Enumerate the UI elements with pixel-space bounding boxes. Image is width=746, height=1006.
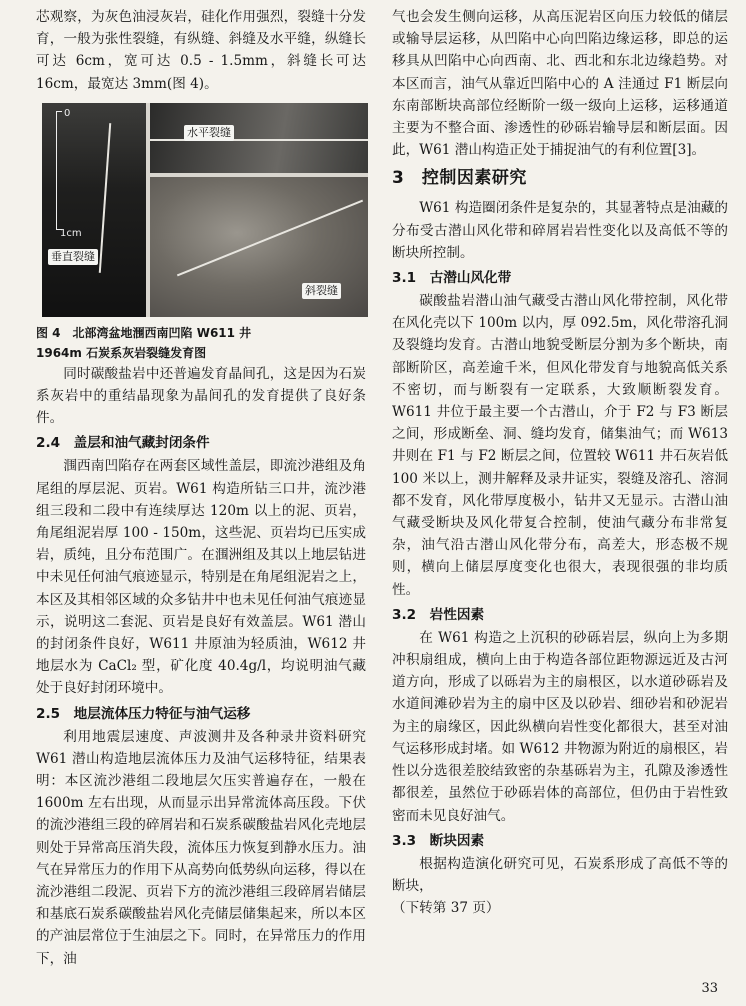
section-heading-3-1: 3.1 古潜山风化带 xyxy=(392,270,512,287)
label-horizontal-crack: 水平裂缝 xyxy=(184,125,234,141)
page-number: 33 xyxy=(701,981,718,996)
label-vertical-crack: 垂直裂缝 xyxy=(48,249,98,265)
section-heading-3-3: 3.3 断块因素 xyxy=(392,832,485,849)
figure-caption-line1: 图 4 北部湾盆地涠西南凹陷 W611 井 xyxy=(36,325,252,340)
core-photo-horizontal xyxy=(150,103,368,173)
figure-4-photo xyxy=(42,103,368,317)
paragraph-3-2: 在 W61 构造之上沉积的砂砾岩层，纵向上为多期冲积扇组成，横向上由于构造各部位距物源远近及古河道方向，形成了以砾岩为主的扇根区，以水道砂砾岩及水道间滩砂岩为主的扇中区及以砂岩、细砂岩和砂泥岩为主的扇缘区，因此纵横向岩性变化都很大，甚至对油气运移形成封堵。如 W612 井物源为附近的扇根区，岩性以分选很差胶结致密的杂基砾岩为主，孔隙及渗透性都很差，虽然位于砂砾岩体的高部位，但仍由于岩性致密而未见良好油气。 xyxy=(392,629,728,824)
core-photo-vertical xyxy=(42,103,146,317)
paragraph-continued: 气也会发生侧向运移，从高压泥岩区向压力较低的储层或输导层运移，从凹陷中心向凹陷边缘运移，即总的运移具从凹陷中心向西南、北、西北和东北边缘趋势。对本区而言，油气从靠近凹陷中心的 A 洼通过 F1 断层向东南部断块高部位经断阶一级一级向上运移，运移通道主要为不整合面、渗透性的砂砾岩输导层和断层面。因此，W61 潜山构造正处于捕捉油气的有利位置[3]。 xyxy=(392,9,728,159)
scale-bar xyxy=(56,111,57,229)
paragraph-intercrystal: 同时碳酸盐岩中还普遍发育晶间孔，这是因为石炭系灰岩中的重结晶现象为晶间孔的发育提供了良好条件。 xyxy=(36,365,366,427)
paragraph-2-5: 利用地震层速度、声波测井及各种录井资料研究 W61 潜山构造地层流体压力及油气运移特征，结果表明：本区流沙港组二段地层欠压实普遍存在，一般在 1600m 左右出现，从而显示出异常流体高压段。下伏的流沙港组三段的碎屑岩和石炭系碳酸盐岩风化壳地层则处于异常高压消失段，流体压力恢复到静水压力。油气在异常压力的作用下从高势向低势纵向运移，得以在流沙港组二段泥、页岩下方的流沙港组三段碎屑岩储层和基底石炭系碳酸盐岩风化壳储层储集起来，所以本区的产油层常位于生油层之下。同时，在异常压力的作用下，油 xyxy=(36,728,366,967)
paragraph-3: W61 构造圈闭条件是复杂的，其显著特点是油藏的分布受古潜山风化带和碎屑岩岩性变化以及高低不等的断块所控制。 xyxy=(392,200,728,261)
scale-bottom-label: 1cm xyxy=(60,227,82,239)
section-heading-3-2: 3.2 岩性因素 xyxy=(392,606,485,623)
section-heading-2-5: 2.5 地层流体压力特征与油气运移 xyxy=(36,705,251,722)
section-heading-2-4: 2.4 盖层和油气藏封闭条件 xyxy=(36,435,210,452)
core-photo-oblique xyxy=(150,177,368,317)
paragraph-3-1: 碳酸盐岩潜山油气藏受古潜山风化带控制，风化带在风化壳以下 100m 以内，厚 092.5m，风化带溶孔洞及裂缝均发育。古潜山地貌受断层分割为多个断块，南部断阶区，高差逾千米，但风化带发育与地貌高低关系不密切，而与断裂有一定联系，大致顺断裂发育。W611 井位于最主要一个古潜山，介于 F2 与 F3 断层之间，形成断垒、洞、缝均发育，储集油气；而 W613 井则在 F1 与 F2 断层之间，位置较 W611 井石灰岩低 100 米以上，测井解释及录井证实，裂缝及溶孔、溶洞都不发育，风化带厚度极小，钻井又无显示。古潜山油气藏受断块及风化带复合控制，使油气藏分布非常复杂，油气沿古潜山风化带分布，高差大，形态极不规则，横向上储层厚度变化也很大，表现很强的非均质性。 xyxy=(392,293,728,598)
scale-top-label: 0 xyxy=(64,107,71,119)
paragraph-2-4: 涠西南凹陷存在两套区域性盖层，即流沙港组及角尾组的厚层泥、页岩。W61 构造所钻三口井，流沙港组三段和二段中有连续厚达 120m 以上的泥、页岩，角尾组泥岩厚 100 - 150m，这些泥、页岩均已压实成岩，质纯，且分布范围广。在涠洲组及其以上地层钻进中未见任何油气痕迹显示，特别是在角尾组泥岩之上，本区及其相邻区域的众多钻井中也未见任何油气痕迹显示，说明这二套泥、页岩是良好有效盖层。W61 潜山的封闭条件良好，W611 井原油为轻质油，W612 井地层水为 CaCl₂ 型，矿化度 40.4g/l，均说明油气藏处于良好封闭环境中。 xyxy=(36,458,366,697)
label-oblique-crack: 斜裂缝 xyxy=(302,283,341,299)
right-column xyxy=(392,6,728,919)
continued-on-note: （下转第 37 页） xyxy=(392,900,500,917)
left-column xyxy=(36,6,366,970)
figure-caption-line2: 1964m 石炭系灰岩裂缝发育图 xyxy=(36,345,207,360)
paragraph-3-3: 根据构造演化研究可见，石炭系形成了高低不等的断块， xyxy=(392,855,728,894)
section-heading-3: 3 控制因素研究 xyxy=(392,168,527,189)
paragraph-intro: 芯观察，为灰色油浸灰岩，硅化作用强烈，裂缝十分发育，一般为张性裂缝，有纵缝、斜缝及水平缝，纵缝长可达 6cm，宽可达 0.5 - 1.5mm，斜缝长可达 16cm，最宽达 3mm(图 4)。 xyxy=(36,9,366,92)
